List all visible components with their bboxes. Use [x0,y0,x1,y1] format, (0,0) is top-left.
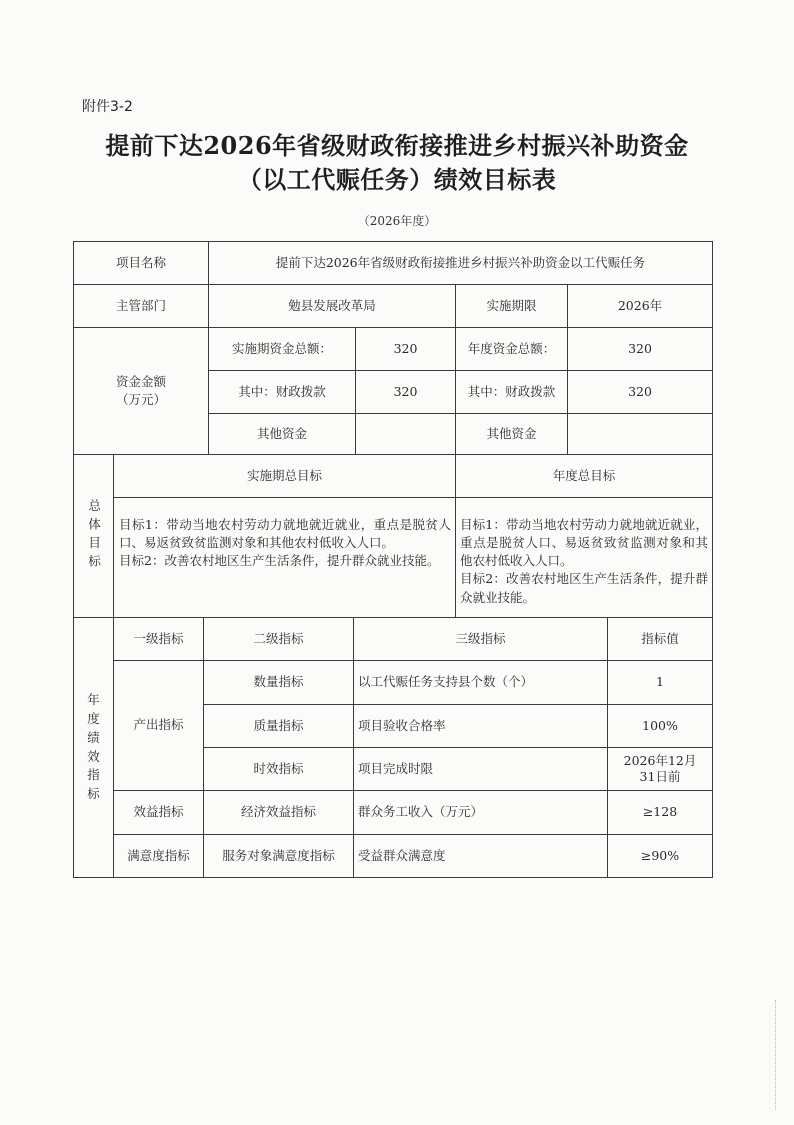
output-indicator-label: 产出指标 [113,660,204,791]
impl-goal-2: 目标2：改善农村地区生产生活条件，提升群众就业技能。 [119,553,440,569]
page-title-line-2: （以工代赈任务）绩效目标表 [237,165,557,194]
project-name-value: 提前下达2026年省级财政衔接推进乡村振兴补助资金以工代赈任务 [208,241,713,285]
year-goal-1: 目标1：带动当地农村劳动力就地就近就业，重点是脱贫人口、易返贫致贫监测对象和其他农村低收入人口。 [460,517,708,569]
project-name-label: 项目名称 [73,241,209,285]
impl-other-label: 其他资金 [208,413,356,455]
table-row-value: 2026年12月31日前 [607,747,713,791]
year-label: （2026年度） [357,214,437,228]
funds-unit-text: （万元） [115,392,166,407]
table-row-value: ≥128 [607,790,713,835]
year-fiscal-label: 其中：财政拨款 [455,370,568,414]
overall-goals-label: 总体目标 [73,454,114,618]
level3-header: 三级指标 [353,617,608,661]
table-row-level2: 时效指标 [203,747,354,791]
table-row-value: ≥90% [607,834,713,878]
year-fiscal-value: 320 [567,370,713,414]
table-row-level3: 群众务工收入（万元） [353,790,608,835]
page-edge-mark [775,1000,786,1110]
funds-label-text: 资金金额 [115,373,166,389]
period-label: 实施期限 [455,284,568,328]
impl-goal-header: 实施期总目标 [113,454,456,498]
dept-value: 勉县发展改革局 [208,284,456,328]
year-total-label: 年度资金总额： [455,327,568,371]
dept-label: 主管部门 [73,284,209,328]
table-row-level3: 项目验收合格率 [353,704,608,748]
year-other-label: 其他资金 [455,413,568,455]
table-row-level3: 项目完成时限 [353,747,608,791]
table-row-level1: 满意度指标 [113,834,204,878]
funds-label [73,327,209,455]
impl-goal-text [113,497,456,618]
year-other-value [567,413,713,455]
value-header: 指标值 [607,617,713,661]
table-row-level2: 数量指标 [203,660,354,705]
attachment-label: 附件3-2 [82,99,133,115]
year-goal-2: 目标2：改善农村地区生产生活条件，提升群众就业技能。 [460,571,708,605]
year-total-value: 320 [567,327,713,371]
year-goal-header: 年度总目标 [455,454,713,498]
impl-goal-1: 目标1：带动当地农村劳动力就地就近就业，重点是脱贫人口、易返贫致贫监测对象和其他农村低收入人口。 [119,517,451,551]
table-row-value: 1 [607,660,713,705]
page-title-line-1: 提前下达2026年省级财政衔接推进乡村振兴补助资金 [105,131,689,160]
impl-total-label: 实施期资金总额： [208,327,356,371]
impl-fiscal-value: 320 [355,370,456,414]
impl-other-value [355,413,456,455]
table-row-value: 100% [607,704,713,748]
table-row-level3: 以工代赈任务支持县个数（个） [353,660,608,705]
level1-header: 一级指标 [113,617,204,661]
period-value: 2026年 [567,284,713,328]
level2-header: 二级指标 [203,617,354,661]
impl-total-value: 320 [355,327,456,371]
table-row-level3: 受益群众满意度 [353,834,608,878]
impl-fiscal-label: 其中：财政拨款 [208,370,356,414]
annual-indicators-label: 年度绩效指标 [73,617,114,878]
table-row-level2: 质量指标 [203,704,354,748]
table-row-level2: 经济效益指标 [203,790,354,835]
table-row-level1: 效益指标 [113,790,204,835]
year-goal-text [455,497,713,618]
table-row-level2: 服务对象满意度指标 [203,834,354,878]
